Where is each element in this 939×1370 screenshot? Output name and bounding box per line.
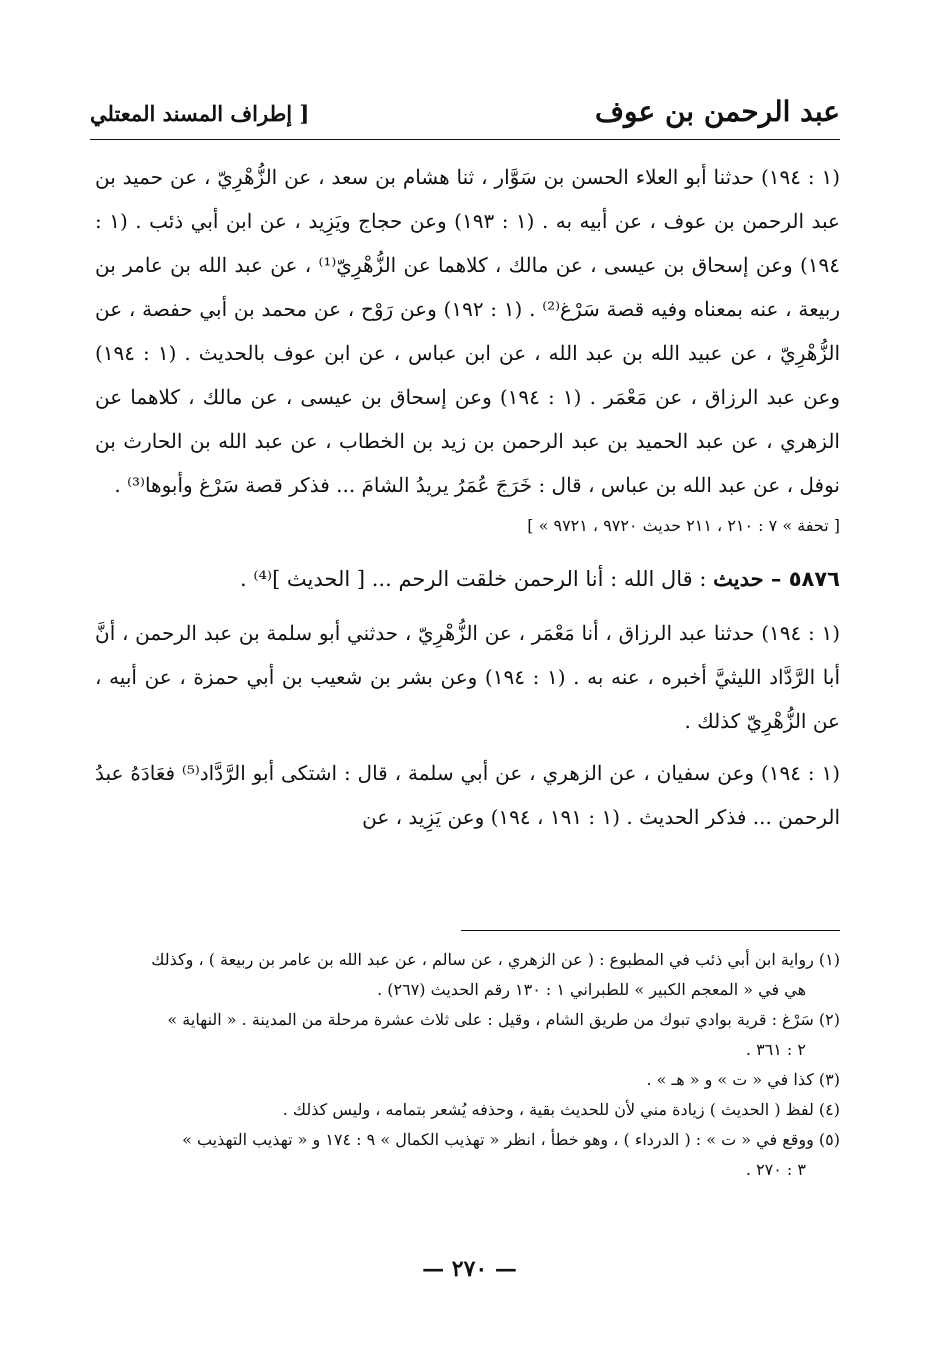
footnote-continuation: هي في « المعجم الكبير » للطبراني ١ : ١٣٠ رقم الحديث (٢٦٧) .: [377, 980, 806, 999]
footnote-2: [95, 1005, 840, 1065]
main-text: [95, 155, 840, 839]
header-book-title: [ إطراف المسند المعتلي: [90, 101, 310, 126]
footnote-5: [95, 1125, 840, 1185]
footnote-line: (٣) كذا في « ت » و « هـ » .: [646, 1070, 840, 1089]
footnote-line: (٤) لفظ ( الحديث ) زيادة مني لأن للحديث بقية ، وحذفه يُشعر بتمامه ، وليس كذلك .: [282, 1100, 840, 1119]
footnote-1: [95, 945, 840, 1005]
footnotes: [95, 945, 840, 1185]
running-header: [90, 95, 840, 137]
footnote-3: [95, 1065, 840, 1095]
paragraph-3: (١ : ١٩٤) وعن سفيان ، عن الزهري ، عن أبي سلمة ، قال : اشتكى أبو الرَّدَّاد⁽⁵⁾ فعَادَهُ عبدُ الرحمن ... فذكر الحديث . (١ : ١٩١ ، ١٩٤) وعن يَزِيد ، عن: [95, 761, 840, 829]
footnote-continuation: ٢ : ٣٦١ .: [745, 1040, 806, 1059]
source-reference: [ « تحفة » ٧ : ٢١٠ ، ٢١١ حديث ٩٧٢٠ ، ٩٧٢١ ]: [527, 516, 840, 535]
footnote-line: (٥) ووقع في « ت » : ( الدرداء ) ، وهو خطأ ، انظر « تهذيب الكمال » ٩ : ١٧٤ و « تهذيب التهذيب »: [182, 1130, 840, 1149]
hadith-text: : قال الله : أنا الرحمن خلقت الرحم ... [ الحديث ]⁽⁴⁾ .: [239, 567, 714, 591]
paragraph-2: (١ : ١٩٤) حدثنا عبد الرزاق ، أنا مَعْمَر ، عن الزُّهْرِيّ ، حدثني أبو سلمة بن عبد الرحمن ، أنَّ أبا الرَّدَّاد الليثيَّ أخبره ، عنه به . (١ : ١٩٤) وعن بشر بن شعيب بن أبي حمزة ، عن أبيه ، عن الزُّهْرِيّ كذلك .: [95, 621, 841, 733]
paragraph-1: (١ : ١٩٤) حدثنا أبو العلاء الحسن بن سَوَّار ، ثنا هشام بن سعد ، عن الزُّهْرِيّ ، عن حميد بن عبد الرحمن بن عوف ، عن أبيه به . (١ : ١٩٣) وعن حجاج ويَزِيد ، عن ابن أبي ذئب . (١ : ١٩٤) وعن إسحاق بن عيسى ، عن مالك ، كلاهما عن الزُّهْرِيّ⁽¹⁾ ، عن عبد الله بن عامر بن ربيعة ، عنه بمعناه وفيه قصة سَرْغ⁽²⁾ . (١ : ١٩٢) وعن رَوْح ، عن محمد بن أبي حفصة ، عن الزُّهْرِيّ ، عن عبيد الله بن عبد الله ، عن ابن عباس ، عن ابن عوف بالحديث . (١ : ١٩٤) وعن عبد الرزاق ، عن مَعْمَر . (١ : ١٩٤) وعن إسحاق بن عيسى ، عن مالك ، كلاهما عن الزهري ، عن عبد الحميد بن عبد الرحمن بن زيد بن الخطاب ، عن عبد الله بن الحارث بن نوفل ، عن عبد الله بن عباس ، قال : خَرَجَ عُمَرُ يريدُ الشامَ ... فذكر قصة سَرْغ وأبوها⁽³⁾ .: [95, 165, 841, 497]
header-chapter-title: عبد الرحمن بن عوف: [595, 95, 840, 128]
footnote-continuation: ٣ : ٢٧٠ .: [745, 1160, 806, 1179]
hadith-heading: [95, 557, 840, 601]
footnote-line: (١) رواية ابن أبي ذئب في المطبوع : ( عن الزهري ، عن سالم ، عن عبد الله بن عامر بن ربيعة ) ، وكذلك: [151, 950, 840, 969]
hadith-keyword: حديث: [713, 566, 764, 591]
hadith-number: ٥٨٧٦: [788, 567, 840, 591]
hadith-dash: –: [763, 566, 789, 591]
footnote-4: [95, 1095, 840, 1125]
footnote-line: (٢) سَرْغ : قرية بوادي تبوك من طريق الشام ، وقيل : على ثلاث عشرة مرحلة من المدينة . « النهاية »: [167, 1010, 840, 1029]
footnote-separator: [461, 930, 840, 931]
header-rule: [90, 139, 840, 140]
page-number: — ٢٧٠ —: [422, 1256, 517, 1282]
